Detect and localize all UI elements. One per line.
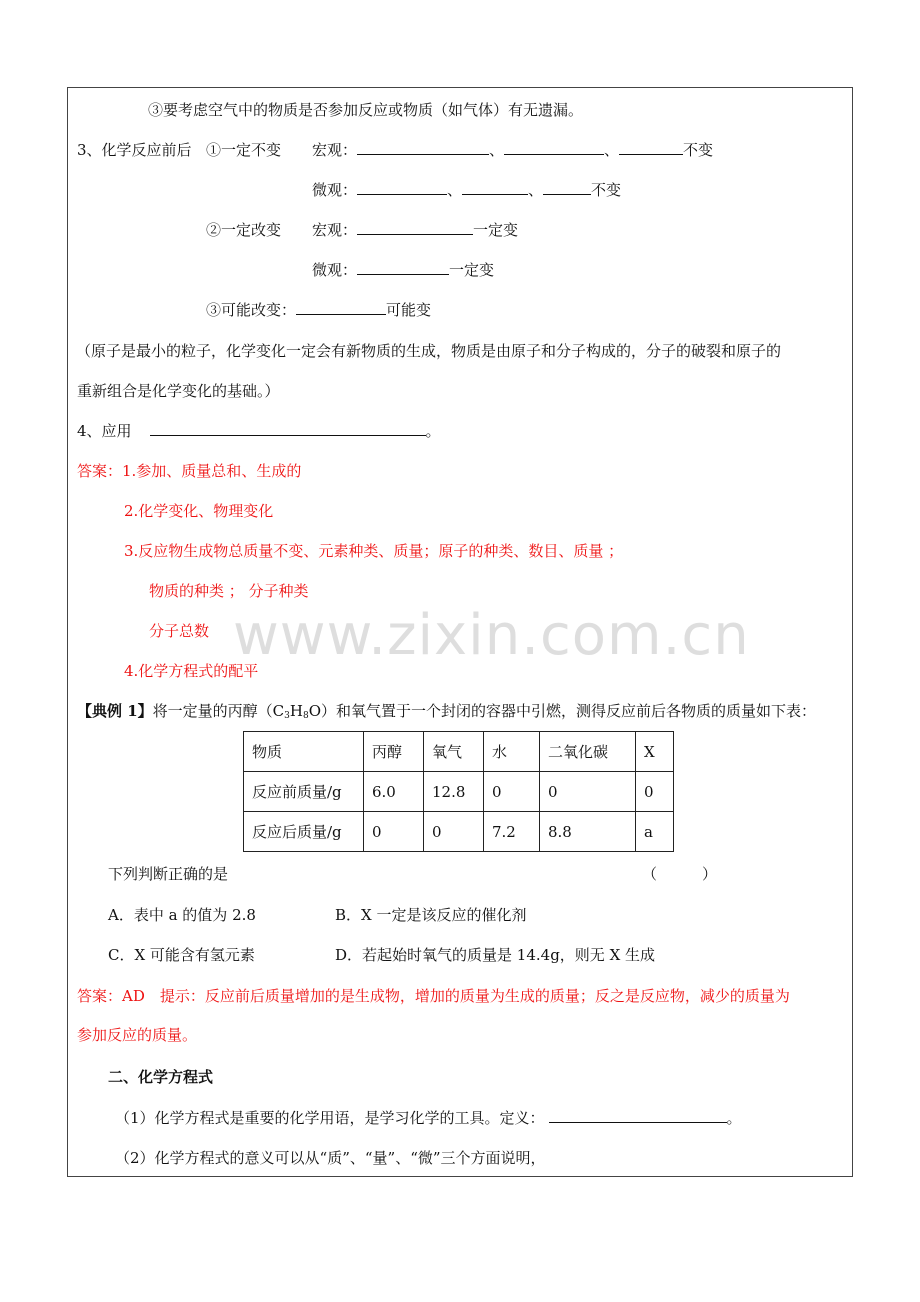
blank <box>357 140 489 155</box>
separator: 、 <box>528 181 544 199</box>
table-cell: 反应后质量/g <box>244 812 364 852</box>
table-row <box>244 812 674 852</box>
example-text: 将一定量的丙醇（C <box>152 702 285 720</box>
table-header-cell: X <box>636 732 674 772</box>
separator: 、 <box>604 141 620 159</box>
option-b: B．X 一定是该反应的催化剂 <box>335 906 527 924</box>
table-header-cell: 物质 <box>244 732 364 772</box>
micro-unchanged-line <box>312 180 621 200</box>
macro-unchanged-line <box>312 140 713 160</box>
micro-label: 微观： <box>312 181 358 199</box>
must-change-label: ②一定改变 <box>206 221 282 239</box>
blank <box>357 260 449 275</box>
suffix: 不变 <box>683 141 714 159</box>
example-answer: 答案：AD 提示：反应前后质量增加的是生成物，增加的质量为生成的质量；反之是反应物，减少的质量为 <box>77 987 790 1005</box>
blank <box>150 421 426 436</box>
example-text: H <box>289 702 303 720</box>
micro-change-line <box>312 260 494 280</box>
separator: 、 <box>447 181 463 199</box>
blank <box>296 300 386 315</box>
example-answer: 参加反应的质量。 <box>77 1026 198 1044</box>
may-change-label: ③可能改变： <box>206 301 297 319</box>
mass-table <box>243 731 674 852</box>
section-title: 二、化学方程式 <box>108 1068 214 1086</box>
macro-label: 宏观： <box>312 221 358 239</box>
suffix: 可能变 <box>386 301 432 319</box>
subscript: 3 <box>284 711 290 721</box>
table-header-cell: 二氧化碳 <box>540 732 636 772</box>
paragraph-line: 重新组合是化学变化的基础。） <box>77 382 280 400</box>
table-header-cell: 丙醇 <box>364 732 424 772</box>
may-change-line <box>206 300 431 320</box>
meaning-line: （2）化学方程式的意义可以从“质”、“量”、“微”三个方面说明， <box>115 1149 546 1167</box>
unchanged-label: ①一定不变 <box>206 141 282 159</box>
note-line: ③要考虑空气中的物质是否参加反应或物质（如气体）有无遗漏。 <box>148 101 584 119</box>
item-4-line <box>77 421 441 441</box>
table-header-row <box>244 732 674 772</box>
table-header-cell: 氧气 <box>424 732 484 772</box>
suffix: 不变 <box>591 181 622 199</box>
table-cell: 6.0 <box>364 772 424 812</box>
subscript: 8 <box>302 711 309 721</box>
table-cell: 0 <box>364 812 424 852</box>
question-text: 下列判断正确的是 <box>108 865 229 883</box>
blank <box>357 180 447 195</box>
answer-paren: （ ） <box>642 865 718 883</box>
table-cell: 0 <box>636 772 674 812</box>
suffix: 。 <box>726 1109 742 1127</box>
table-row <box>244 772 674 812</box>
example-text: O）和氧气置于一个封闭的容器中引燃，测得反应前后各物质的质量如下表： <box>308 702 817 720</box>
micro-label: 微观： <box>312 261 358 279</box>
item-3-heading: 3、化学反应前后 <box>77 141 192 159</box>
answer-line: 2.化学变化、物理变化 <box>124 502 274 520</box>
definition-line <box>115 1108 742 1128</box>
paragraph-line: （原子是最小的粒子，化学变化一定会有新物质的生成，物质是由原子和分子构成的，分子的破裂和原子的 <box>76 342 782 360</box>
separator: 、 <box>489 141 505 159</box>
suffix: 。 <box>425 422 441 440</box>
table-header-cell: 水 <box>484 732 540 772</box>
example-statement <box>77 701 816 726</box>
table-cell: 7.2 <box>484 812 540 852</box>
blank <box>549 1108 727 1123</box>
macro-change-line <box>312 220 518 240</box>
table-cell: 0 <box>424 812 484 852</box>
blank <box>357 220 473 235</box>
answer-line: 4.化学方程式的配平 <box>124 662 259 680</box>
option-a: A．表中 a 的值为 2.8 <box>108 906 256 924</box>
watermark: www.zixin.com.cn <box>233 603 750 668</box>
option-c: C．X 可能含有氢元素 <box>108 946 255 964</box>
answer-line: 答案：1.参加、质量总和、生成的 <box>77 462 302 480</box>
suffix: 一定变 <box>473 221 519 239</box>
suffix: 一定变 <box>449 261 495 279</box>
table-cell: 0 <box>484 772 540 812</box>
blank <box>619 140 683 155</box>
option-d: D．若起始时氧气的质量是 14.4g，则无 X 生成 <box>335 946 656 964</box>
table-cell: 8.8 <box>540 812 636 852</box>
table-cell: a <box>636 812 674 852</box>
answer-line: 物质的种类 ； 分子种类 <box>149 582 309 600</box>
table-cell: 反应前质量/g <box>244 772 364 812</box>
table-cell: 0 <box>540 772 636 812</box>
macro-label: 宏观： <box>312 141 358 159</box>
answer-line: 分子总数 <box>149 622 210 640</box>
item-4-label: 4、应用 <box>77 422 132 440</box>
answer-line: 3.反应物生成物总质量不变、元素种类、质量；原子的种类、数目、质量 ； <box>124 542 624 560</box>
blank <box>462 180 528 195</box>
table-cell: 12.8 <box>424 772 484 812</box>
blank <box>504 140 604 155</box>
example-label: 【典例 1】 <box>77 702 153 720</box>
definition-text: （1）化学方程式是重要的化学用语，是学习化学的工具。定义： <box>115 1109 545 1127</box>
blank <box>543 180 591 195</box>
